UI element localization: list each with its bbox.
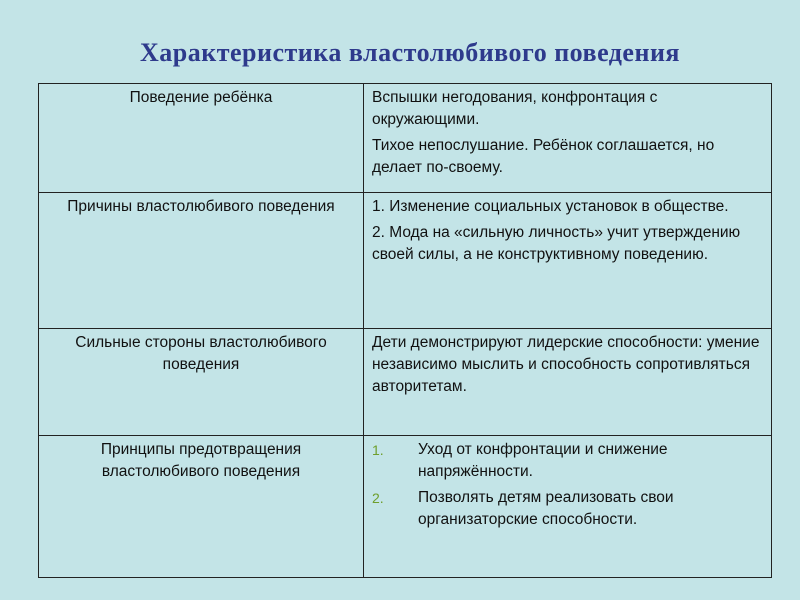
principles-list <box>372 439 763 531</box>
row-label: Принципы предотвращения властолюбивого поведения <box>39 436 364 578</box>
list-item-text: Позволять детям реализовать свои организаторские способности. <box>418 489 674 528</box>
table-row <box>39 436 772 578</box>
row-label: Поведение ребёнка <box>39 84 364 193</box>
content-paragraph: Вспышки негодования, конфронтация с окружающими. <box>372 89 658 128</box>
content-paragraph: 2. Мода на «сильную личность» учит утверждению своей силы, а не конструктивному поведению. <box>372 224 741 263</box>
content-paragraph: Тихое непослушание. Ребёнок соглашается, но делает по-своему. <box>372 137 715 176</box>
characteristics-table <box>38 83 772 578</box>
list-item-number: 2. <box>372 490 384 506</box>
table-row <box>39 329 772 436</box>
row-content <box>364 436 772 578</box>
row-content <box>364 84 772 193</box>
slide-title: Характеристика властолюбивого поведения <box>139 38 680 67</box>
table-row <box>39 84 772 193</box>
row-content <box>364 193 772 329</box>
list-item <box>372 439 763 483</box>
content-paragraph: 1. Изменение социальных установок в обществе. <box>372 198 729 215</box>
list-item <box>372 487 763 531</box>
table-row <box>39 193 772 329</box>
list-item-text: Уход от конфронтации и снижение напряжённости. <box>418 441 668 480</box>
content-paragraph: Дети демонстрируют лидерские способности: умение независимо мыслить и способность сопротивляться авторитетам. <box>372 334 760 395</box>
row-label: Причины властолюбивого поведения <box>39 193 364 329</box>
row-content <box>364 329 772 436</box>
row-label: Сильные стороны властолюбивого поведения <box>39 329 364 436</box>
list-item-number: 1. <box>372 442 384 458</box>
